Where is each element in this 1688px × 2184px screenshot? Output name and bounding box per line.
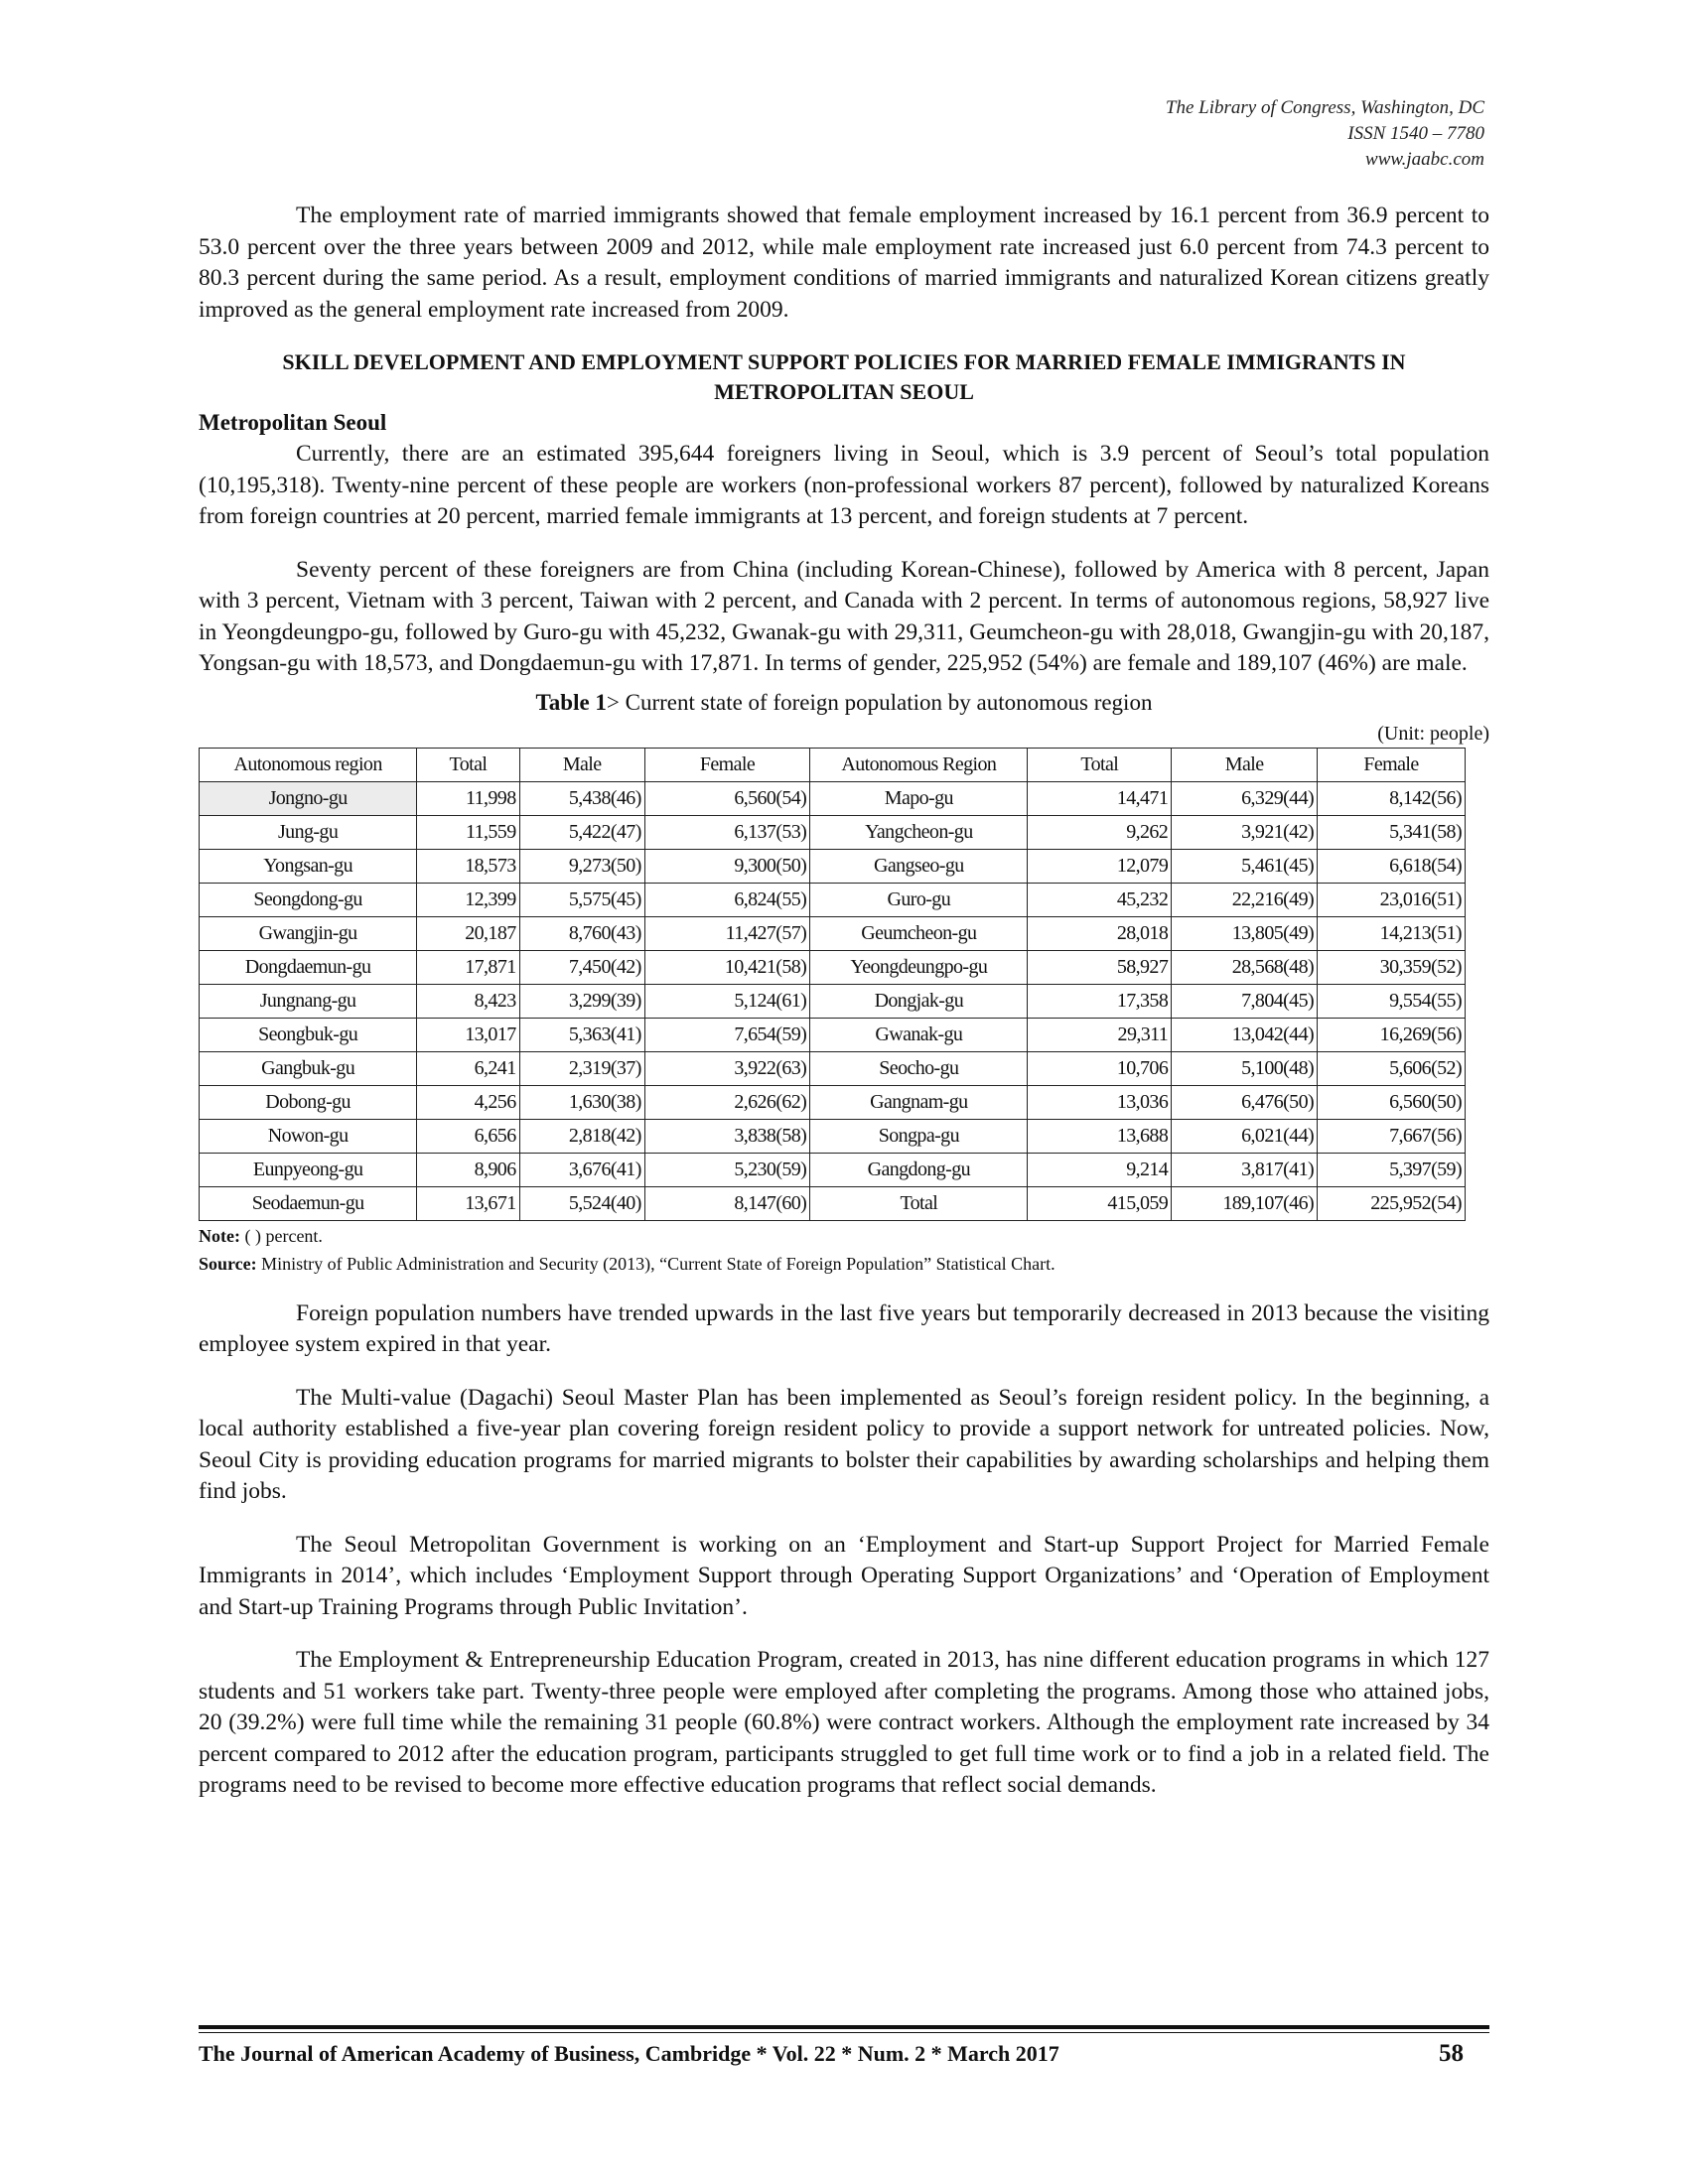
value-cell: 6,021(44) bbox=[1172, 1119, 1318, 1153]
note-text: ( ) percent. bbox=[239, 1225, 323, 1246]
region-cell: Songpa-gu bbox=[810, 1119, 1028, 1153]
value-cell: 5,575(45) bbox=[519, 883, 644, 916]
subsection-heading: Metropolitan Seoul bbox=[199, 410, 387, 435]
value-cell: 28,568(48) bbox=[1172, 950, 1318, 984]
column-header: Female bbox=[644, 748, 809, 781]
value-cell: 12,399 bbox=[417, 883, 519, 916]
value-cell: 2,626(62) bbox=[644, 1085, 809, 1119]
value-cell: 10,421(58) bbox=[644, 950, 809, 984]
value-cell: 6,560(50) bbox=[1318, 1085, 1466, 1119]
header-issn: ISSN 1540 – 7780 bbox=[1347, 123, 1484, 144]
value-cell: 1,630(38) bbox=[519, 1085, 644, 1119]
value-cell: 8,147(60) bbox=[644, 1186, 809, 1220]
value-cell: 6,476(50) bbox=[1172, 1085, 1318, 1119]
region-cell: Yangcheon-gu bbox=[810, 815, 1028, 849]
region-cell: Dongdaemun-gu bbox=[200, 950, 417, 984]
value-cell: 13,671 bbox=[417, 1186, 519, 1220]
value-cell: 3,817(41) bbox=[1172, 1153, 1318, 1186]
value-cell: 7,654(59) bbox=[644, 1018, 809, 1051]
region-cell: Jungnang-gu bbox=[200, 984, 417, 1018]
value-cell: 29,311 bbox=[1028, 1018, 1172, 1051]
value-cell: 3,838(58) bbox=[644, 1119, 809, 1153]
table-row bbox=[200, 883, 1466, 916]
value-cell: 10,706 bbox=[1028, 1051, 1172, 1085]
value-cell: 189,107(46) bbox=[1172, 1186, 1318, 1220]
paragraph: The Multi-value (Dagachi) Seoul Master Plan has been implemented as Seoul’s foreign resident policy. In the beginning, a local authority established a five-year plan covering foreign resident policy to provide a support network for untreated policies. Now, Seoul City is providing education programs for married migrants to bolster their capabilities by awarding scholarships and helping them find jobs. bbox=[199, 1384, 1489, 1504]
value-cell: 5,363(41) bbox=[519, 1018, 644, 1051]
table-row bbox=[200, 950, 1466, 984]
value-cell: 5,397(59) bbox=[1318, 1153, 1466, 1186]
value-cell: 11,559 bbox=[417, 815, 519, 849]
paragraph: Seventy percent of these foreigners are from China (including Korean-Chinese), followed by America with 8 percent, Japan with 3 percent, Vietnam with 3 percent, Taiwan with 2 percent, and Canada with 2 percent. In terms of autonomous regions, 58,927 live in Yeongdeungpo-gu, followed by Guro-gu with 45,232, Gwanak-gu with 29,311, Geumcheon-gu with 28,018, Gwangjin-gu with 20,187, Yongsan-gu with 18,573, and Dongdaemun-gu with 17,871. In terms of gender, 225,952 (54%) are female and 189,107 (46%) are male. bbox=[199, 556, 1489, 676]
region-cell: Eunpyeong-gu bbox=[200, 1153, 417, 1186]
value-cell: 18,573 bbox=[417, 849, 519, 883]
region-cell: Seocho-gu bbox=[810, 1051, 1028, 1085]
value-cell: 2,818(42) bbox=[519, 1119, 644, 1153]
value-cell: 7,667(56) bbox=[1318, 1119, 1466, 1153]
region-cell: Guro-gu bbox=[810, 883, 1028, 916]
paragraph: The Seoul Metropolitan Government is working on an ‘Employment and Start-up Support Project for Married Female Immigrants in 2014’, which includes ‘Employment Support through Operating Support Organizations’ and ‘Operation of Employment and Start-up Training Programs through Public Invitation’. bbox=[199, 1531, 1489, 1620]
table-row bbox=[200, 815, 1466, 849]
value-cell: 6,560(54) bbox=[644, 781, 809, 815]
value-cell: 6,824(55) bbox=[644, 883, 809, 916]
column-header: Autonomous Region bbox=[810, 748, 1028, 781]
source-text: Ministry of Public Administration and Security (2013), “Current State of Foreign Population” Statistical Chart. bbox=[256, 1253, 1055, 1274]
value-cell: 9,273(50) bbox=[519, 849, 644, 883]
value-cell: 45,232 bbox=[1028, 883, 1172, 916]
region-cell: Seodaemun-gu bbox=[200, 1186, 417, 1220]
region-cell: Dongjak-gu bbox=[810, 984, 1028, 1018]
region-cell: Gangseo-gu bbox=[810, 849, 1028, 883]
value-cell: 14,471 bbox=[1028, 781, 1172, 815]
table-caption-label: Table 1 bbox=[535, 689, 607, 715]
value-cell: 17,871 bbox=[417, 950, 519, 984]
value-cell: 23,016(51) bbox=[1318, 883, 1466, 916]
value-cell: 11,427(57) bbox=[644, 916, 809, 950]
table-row bbox=[200, 1119, 1466, 1153]
value-cell: 11,998 bbox=[417, 781, 519, 815]
table-row bbox=[200, 781, 1466, 815]
note-label: Note: bbox=[199, 1225, 240, 1246]
region-cell: Seongdong-gu bbox=[200, 883, 417, 916]
value-cell: 6,329(44) bbox=[1172, 781, 1318, 815]
value-cell: 16,269(56) bbox=[1318, 1018, 1466, 1051]
region-cell: Total bbox=[810, 1186, 1028, 1220]
table-note bbox=[199, 1223, 1489, 1249]
region-cell: Seongbuk-gu bbox=[200, 1018, 417, 1051]
value-cell: 22,216(49) bbox=[1172, 883, 1318, 916]
value-cell: 5,524(40) bbox=[519, 1186, 644, 1220]
value-cell: 6,618(54) bbox=[1318, 849, 1466, 883]
value-cell: 6,656 bbox=[417, 1119, 519, 1153]
value-cell: 20,187 bbox=[417, 916, 519, 950]
table-body bbox=[200, 781, 1466, 1220]
paragraph: The Employment & Entrepreneurship Education Program, created in 2013, has nine different education programs in which 127 students and 51 workers take part. Twenty-three people were employed after completing the programs. Among those who attained jobs, 20 (39.2%) were full time while the remaining 31 people (60.8%) were contract workers. Although the employment rate increased by 34 percent compared to 2012 after the education program, participants struggled to get full time work or to find a job in a related field. The programs need to be revised to become more effective education programs that reflect social demands. bbox=[199, 1647, 1489, 1798]
value-cell: 5,124(61) bbox=[644, 984, 809, 1018]
column-header: Female bbox=[1318, 748, 1466, 781]
value-cell: 6,137(53) bbox=[644, 815, 809, 849]
value-cell: 30,359(52) bbox=[1318, 950, 1466, 984]
value-cell: 9,300(50) bbox=[644, 849, 809, 883]
value-cell: 8,760(43) bbox=[519, 916, 644, 950]
paragraph: Foreign population numbers have trended upwards in the last five years but temporarily decreased in 2013 because the visiting employee system expired in that year. bbox=[199, 1299, 1489, 1357]
value-cell: 17,358 bbox=[1028, 984, 1172, 1018]
table-caption bbox=[199, 688, 1489, 718]
value-cell: 7,804(45) bbox=[1172, 984, 1318, 1018]
table-header-row bbox=[200, 748, 1466, 781]
value-cell: 5,606(52) bbox=[1318, 1051, 1466, 1085]
column-header: Total bbox=[1028, 748, 1172, 781]
table-row bbox=[200, 916, 1466, 950]
value-cell: 3,299(39) bbox=[519, 984, 644, 1018]
footer-rule bbox=[199, 2025, 1489, 2029]
region-cell: Yeongdeungpo-gu bbox=[810, 950, 1028, 984]
value-cell: 9,262 bbox=[1028, 815, 1172, 849]
region-cell: Gangnam-gu bbox=[810, 1085, 1028, 1119]
value-cell: 13,805(49) bbox=[1172, 916, 1318, 950]
table-row bbox=[200, 1153, 1466, 1186]
value-cell: 13,036 bbox=[1028, 1085, 1172, 1119]
column-header: Male bbox=[519, 748, 644, 781]
value-cell: 3,676(41) bbox=[519, 1153, 644, 1186]
intro-paragraph: The employment rate of married immigrants showed that female employment increased by 16.1 percent from 36.9 percent to 53.0 percent over the three years between 2009 and 2012, while male employment rate increased just 6.0 percent from 74.3 percent to 80.3 percent during the same period. As a result, employment conditions of married immigrants and naturalized Korean citizens greatly improved as the general employment rate increased from 2009. bbox=[199, 203, 1489, 323]
region-cell: Geumcheon-gu bbox=[810, 916, 1028, 950]
value-cell: 14,213(51) bbox=[1318, 916, 1466, 950]
value-cell: 6,241 bbox=[417, 1051, 519, 1085]
region-cell: Gangbuk-gu bbox=[200, 1051, 417, 1085]
region-cell: Jongno-gu bbox=[200, 781, 417, 815]
value-cell: 13,042(44) bbox=[1172, 1018, 1318, 1051]
region-cell: Nowon-gu bbox=[200, 1119, 417, 1153]
value-cell: 415,059 bbox=[1028, 1186, 1172, 1220]
page-number: 58 bbox=[1439, 2040, 1464, 2067]
table-row bbox=[200, 1018, 1466, 1051]
table-row bbox=[200, 1085, 1466, 1119]
value-cell: 8,906 bbox=[417, 1153, 519, 1186]
region-cell: Gangdong-gu bbox=[810, 1153, 1028, 1186]
section-heading: SKILL DEVELOPMENT AND EMPLOYMENT SUPPORT POLICIES FOR MARRIED FEMALE IMMIGRANTS IN METROPOLITAN SEOUL bbox=[282, 349, 1406, 404]
value-cell: 2,319(37) bbox=[519, 1051, 644, 1085]
region-cell: Jung-gu bbox=[200, 815, 417, 849]
value-cell: 5,422(47) bbox=[519, 815, 644, 849]
value-cell: 5,461(45) bbox=[1172, 849, 1318, 883]
paragraph: Currently, there are an estimated 395,644 foreigners living in Seoul, which is 3.9 percent of Seoul’s total population (10,195,318). Twenty-nine percent of these people are workers (non-professional workers 87 percent), followed by naturalized Koreans from foreign countries at 20 percent, married female immigrants at 13 percent, and foreign students at 7 percent. bbox=[199, 441, 1489, 529]
column-header: Male bbox=[1172, 748, 1318, 781]
region-cell: Gwangjin-gu bbox=[200, 916, 417, 950]
value-cell: 12,079 bbox=[1028, 849, 1172, 883]
value-cell: 5,341(58) bbox=[1318, 815, 1466, 849]
region-cell: Dobong-gu bbox=[200, 1085, 417, 1119]
value-cell: 4,256 bbox=[417, 1085, 519, 1119]
header-website: www.jaabc.com bbox=[1365, 149, 1484, 170]
value-cell: 58,927 bbox=[1028, 950, 1172, 984]
footer-rule bbox=[199, 2032, 1489, 2033]
value-cell: 5,230(59) bbox=[644, 1153, 809, 1186]
value-cell: 13,688 bbox=[1028, 1119, 1172, 1153]
value-cell: 13,017 bbox=[417, 1018, 519, 1051]
table-row bbox=[200, 1186, 1466, 1220]
region-cell: Yongsan-gu bbox=[200, 849, 417, 883]
table-caption-text: > Current state of foreign population by autonomous region bbox=[606, 689, 1153, 715]
source-label: Source: bbox=[199, 1253, 257, 1274]
column-header: Total bbox=[417, 748, 519, 781]
journal-header bbox=[1166, 95, 1484, 173]
value-cell: 28,018 bbox=[1028, 916, 1172, 950]
value-cell: 3,922(63) bbox=[644, 1051, 809, 1085]
region-cell: Mapo-gu bbox=[810, 781, 1028, 815]
footer-journal: The Journal of American Academy of Business, Cambridge * Vol. 22 * Num. 2 * March 2017 bbox=[199, 2041, 1059, 2066]
value-cell: 225,952(54) bbox=[1318, 1186, 1466, 1220]
value-cell: 5,438(46) bbox=[519, 781, 644, 815]
table-source bbox=[199, 1251, 1489, 1277]
value-cell: 9,214 bbox=[1028, 1153, 1172, 1186]
table-unit: (Unit: people) bbox=[1377, 722, 1489, 745]
table-row bbox=[200, 1051, 1466, 1085]
value-cell: 8,423 bbox=[417, 984, 519, 1018]
foreign-population-table bbox=[199, 748, 1466, 1221]
value-cell: 9,554(55) bbox=[1318, 984, 1466, 1018]
header-library: The Library of Congress, Washington, DC bbox=[1165, 97, 1484, 118]
value-cell: 7,450(42) bbox=[519, 950, 644, 984]
table-row bbox=[200, 984, 1466, 1018]
region-cell: Gwanak-gu bbox=[810, 1018, 1028, 1051]
article-body bbox=[199, 201, 1489, 1824]
value-cell: 5,100(48) bbox=[1172, 1051, 1318, 1085]
table-row bbox=[200, 849, 1466, 883]
column-header: Autonomous region bbox=[200, 748, 417, 781]
value-cell: 3,921(42) bbox=[1172, 815, 1318, 849]
value-cell: 8,142(56) bbox=[1318, 781, 1466, 815]
